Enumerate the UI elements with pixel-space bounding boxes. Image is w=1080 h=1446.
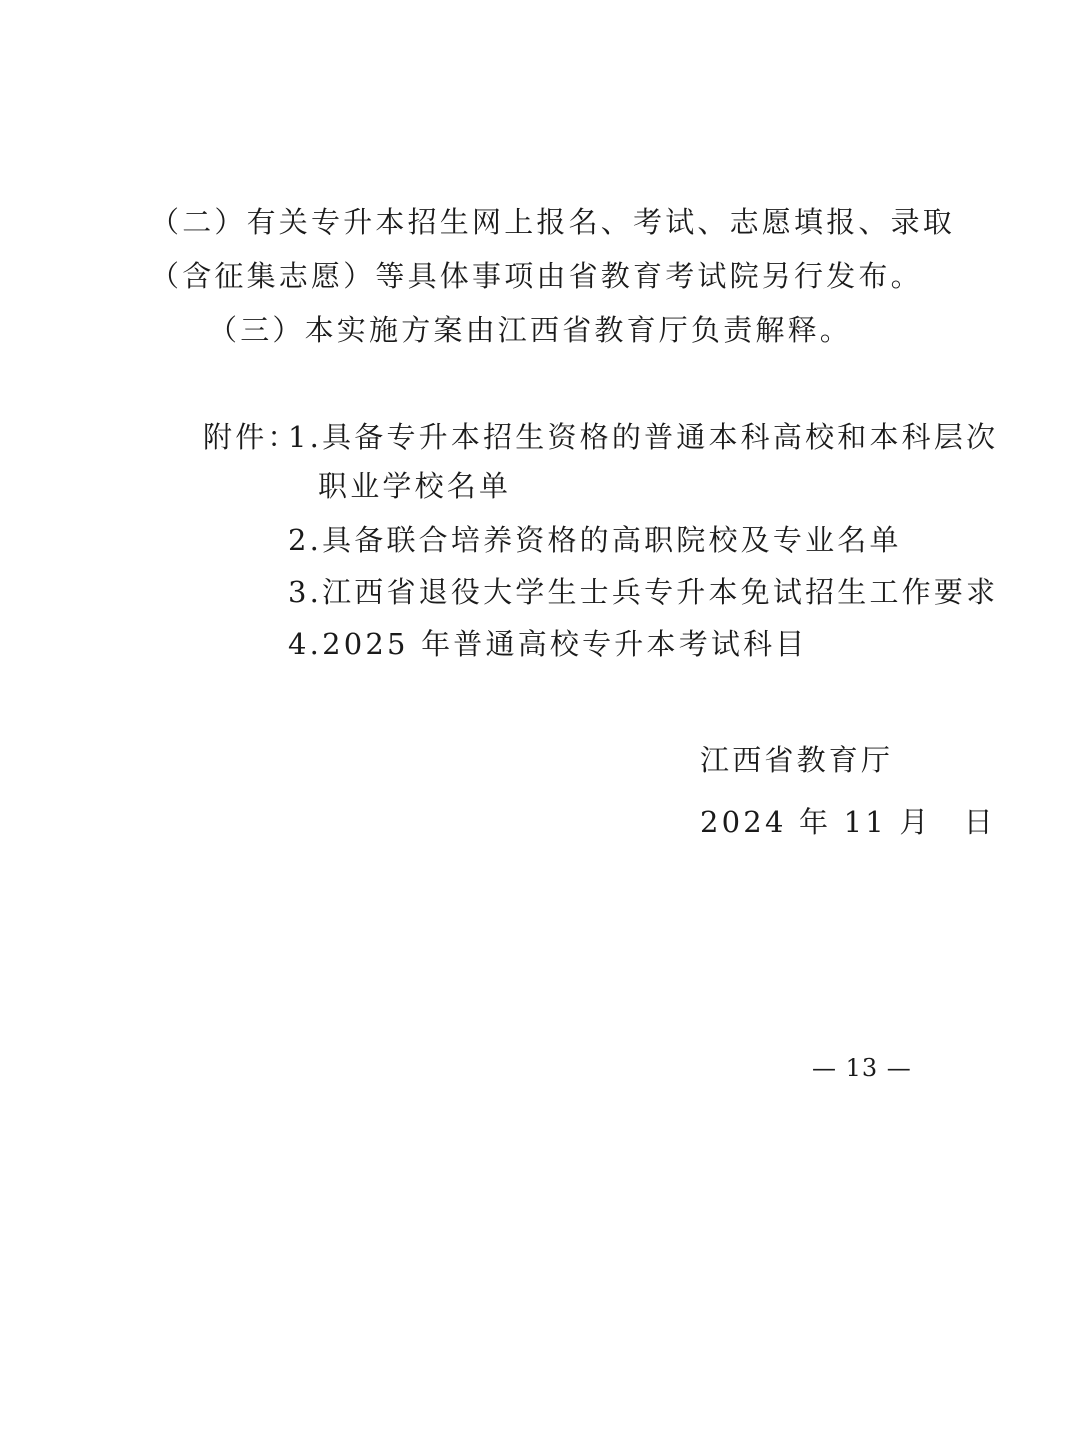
paragraph-two-line-2: （含征集志愿）等具体事项由省教育考试院另行发布。 xyxy=(150,259,923,293)
issuer-name: 江西省教育厅 xyxy=(700,743,894,777)
attachments-label: 附件： xyxy=(203,420,300,454)
paragraph-two-line-1: （二）有关专升本招生网上报名、考试、志愿填报、录取 xyxy=(150,205,956,239)
page-number: — 13 — xyxy=(812,1054,912,1082)
attachment-item-1-line-2: 职业学校名单 xyxy=(318,469,512,503)
paragraph-three: （三）本实施方案由江西省教育厅负责解释。 xyxy=(208,313,853,347)
issue-date: 2024 年 11 月 日 xyxy=(700,805,996,839)
attachment-item-4: 4.2025 年普通高校专升本考试科目 xyxy=(288,627,808,661)
attachment-item-3: 3.江西省退役大学生士兵专升本免试招生工作要求 xyxy=(288,575,999,609)
attachment-item-1-line-1: 1.具备专升本招生资格的普通本科高校和本科层次 xyxy=(288,420,999,454)
attachment-item-2: 2.具备联合培养资格的高职院校及专业名单 xyxy=(288,523,902,557)
